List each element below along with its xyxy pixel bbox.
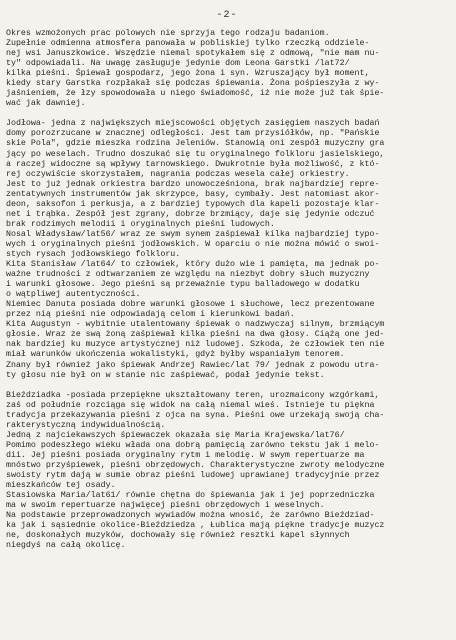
text-line: mieszkańców tej osady. bbox=[6, 481, 116, 491]
text-line: Stasiowska Maria/lat61/ równie chętna do śpiewania jak i jej poprzedniczka bbox=[6, 491, 375, 501]
text-line: ne, doskonałych muzyków, dochowały się również resztki kapel słynnych bbox=[6, 531, 350, 541]
text-line: ty głosu nie był on w stanie nic zaśpiewać, podał jedynie tekst. bbox=[6, 370, 325, 380]
text-line: zaś od południe rozciąga się widok na całą niemal wieś. Istnieje tu piękna bbox=[6, 400, 375, 410]
text-line: wych i oryginalnych pieśni jodłowskich. W oparciu o nie można mówić o swoi- bbox=[6, 239, 380, 249]
text-line: Jest to już jednak orkiestra bardzo unowocześniona, brak najbardziej repre- bbox=[6, 179, 380, 189]
paragraph-block bbox=[6, 391, 448, 552]
text-body bbox=[6, 29, 448, 551]
text-line: swoisty rytm dają w sumie obraz pieśni ludowej uprawianej tradycyjnie przez bbox=[6, 470, 380, 480]
text-line: Bieździadka -posiada przepiękne ukształtowany teren, urozmaicony wzgórkami, bbox=[6, 390, 380, 400]
paragraph-block bbox=[6, 29, 448, 109]
text-line: Okres wzmożonych prac polowych nie sprzyja tego rodzaju badaniom. bbox=[6, 29, 330, 38]
text-line: niegdyś na całą okolicę. bbox=[6, 541, 126, 551]
text-line: ważne trudności z odtwarzaniem ze względu na niezbyt dobry słuch muzyczny bbox=[6, 270, 370, 280]
text-line: Zupełnie odmienna atmosfera panowała w pobliskiej tylko rzeczką oddziele- bbox=[6, 39, 370, 49]
text-line: nak bardziej ku muzyce artystycznej niż ludowej. Szkoda, że człowiek ten nie bbox=[6, 340, 385, 350]
text-line: tradycja przekazywania pieśni z ojca na syna. Pieśni owe urzekają swoją cha- bbox=[6, 410, 385, 420]
text-line: kilka pieśni. Śpiewał gospodarz, jego żona i syn. Wzruszający był moment, bbox=[6, 69, 370, 79]
text-line: jaśnieniem, że łzy spowodowała u niego świadomość, iż nie może już tak śpie- bbox=[6, 89, 385, 99]
text-line: Znany był również jako śpiewak Andrzej Rawiec/lat 79/ jednak z powodu utra- bbox=[6, 360, 380, 370]
text-line: przez nią pieśni nie odpowiadają celom i kierunkowi badań. bbox=[6, 310, 295, 320]
paragraph-gap bbox=[6, 381, 448, 391]
text-line: nej wsi Januszkowice. Wszędzie niemal spotykałem się z odmową, "nie mam nu- bbox=[6, 49, 380, 59]
text-line: Jedną z najciekawszych śpiewaczek okazała się Maria Krajewska/lat76/ bbox=[6, 430, 345, 440]
text-line: skie Pola", gdzie mieszka rodzina Jeleniów. Stanowią oni zespół muzyczny gra bbox=[6, 139, 385, 149]
text-line: net i trąbka. Zespół jest zgrany, dobrze brzmiący, daje się jedynie odczuć bbox=[6, 209, 375, 219]
text-line: ty" odpowiadali. Na uwagę zasługuje jedynie dom Leona Garstki /lat72/ bbox=[6, 59, 350, 69]
text-line: wać jak dawniej. bbox=[6, 99, 86, 109]
text-line: a raczej widoczne są wpływy tarnowskiego. Dwukrotnie była możliwość, z któ- bbox=[6, 159, 380, 169]
text-line: ma w swoim repertuarze najwięcej pieśni obrzędowych i weselnych. bbox=[6, 501, 325, 511]
text-line: Niemiec Danuta posiada dobre warunki głosowe i słuchowe, lecz prezentowane bbox=[6, 300, 375, 310]
text-line: zentatywnych instrumentów jak skrzypce, basy, cymbały. Jest natomiast akor- bbox=[6, 189, 380, 199]
text-line: Kita Augustyn - wybitnie utalentowany śpiewak o nadzwyczaj silnym, brzmiącym bbox=[6, 320, 385, 330]
text-line: Kita Stanisław /lat64/ to człowiek, który dużo wie i pamięta, ma jednak po- bbox=[6, 260, 380, 270]
text-line: stych rysach jodłowskiego folkloru. bbox=[6, 249, 181, 259]
paragraph-gap bbox=[6, 109, 448, 119]
text-line: brak rodzimych melodii i oryginalnych pieśni ludowych. bbox=[6, 219, 275, 229]
text-line: jący po weselach. Trudno doszukać się tu oryginalnego folkloru jasielskiego, bbox=[6, 149, 385, 159]
text-line: i warunki głosowe. Jego pieśni są przeważnie typu balladowego w dodatku bbox=[6, 280, 360, 290]
text-line: miał warunków ukończenia wokalistyki, gdyż byłby wspaniałym tenorem. bbox=[6, 350, 345, 360]
text-line: Nosal Władysław/lat56/ wraz ze swym synem zaśpiewał kilka najbardziej typo- bbox=[6, 229, 380, 239]
page-number: -2- bbox=[216, 10, 238, 21]
text-line: Pomimo podeszłego wieku włada ona dobrą pamięcią zarówno tekstu jak i melo- bbox=[6, 440, 380, 450]
text-line: kiedy stary Garstka rozpłakał się podczas śpiewania. Żona pośpieszyła z wy- bbox=[6, 79, 380, 89]
text-line: rej oczywiście skorzystałem, nagrania podczas wesela całej orkiestry. bbox=[6, 169, 350, 179]
text-line: ka jak i sąsiednie okolice-Bieździedza , Łublica mają piękne tradycje muzycz bbox=[6, 521, 385, 531]
text-line: domy porozrzucane w znacznej odległości. Jest tam przysiółków, np. "Pańskie bbox=[6, 129, 380, 139]
paragraph-block bbox=[6, 119, 448, 380]
text-line: deon, saksofon i perkusja, a z bardziej typowych dla kapeli pozostaje klar- bbox=[6, 199, 380, 209]
text-line: rakterystyczną indywidualnością. bbox=[6, 420, 166, 430]
text-line: głosie. Wraz ze swą żoną zaśpiewał kilka pieśni na dwa głosy. Ciążą one jed- bbox=[6, 330, 385, 340]
text-line: o wątpliwej autentyczności. bbox=[6, 290, 141, 300]
text-line: Jodłowa- jedna z największych miejscowości objętych zasięgiem naszych badań bbox=[6, 119, 380, 129]
text-line: Na podstawie przeprowadzonych wywiadów można wnosić, że zarówno Bieździad- bbox=[6, 511, 375, 521]
text-line: dii. Jej pieśni posiada oryginalny rytm i melodię. W swym repertuarze ma bbox=[6, 450, 365, 460]
text-line: mnóstwo przyśpiewek, pieśni obrzędowych. Charakterystyczne zwroty melodyczne bbox=[6, 460, 385, 470]
